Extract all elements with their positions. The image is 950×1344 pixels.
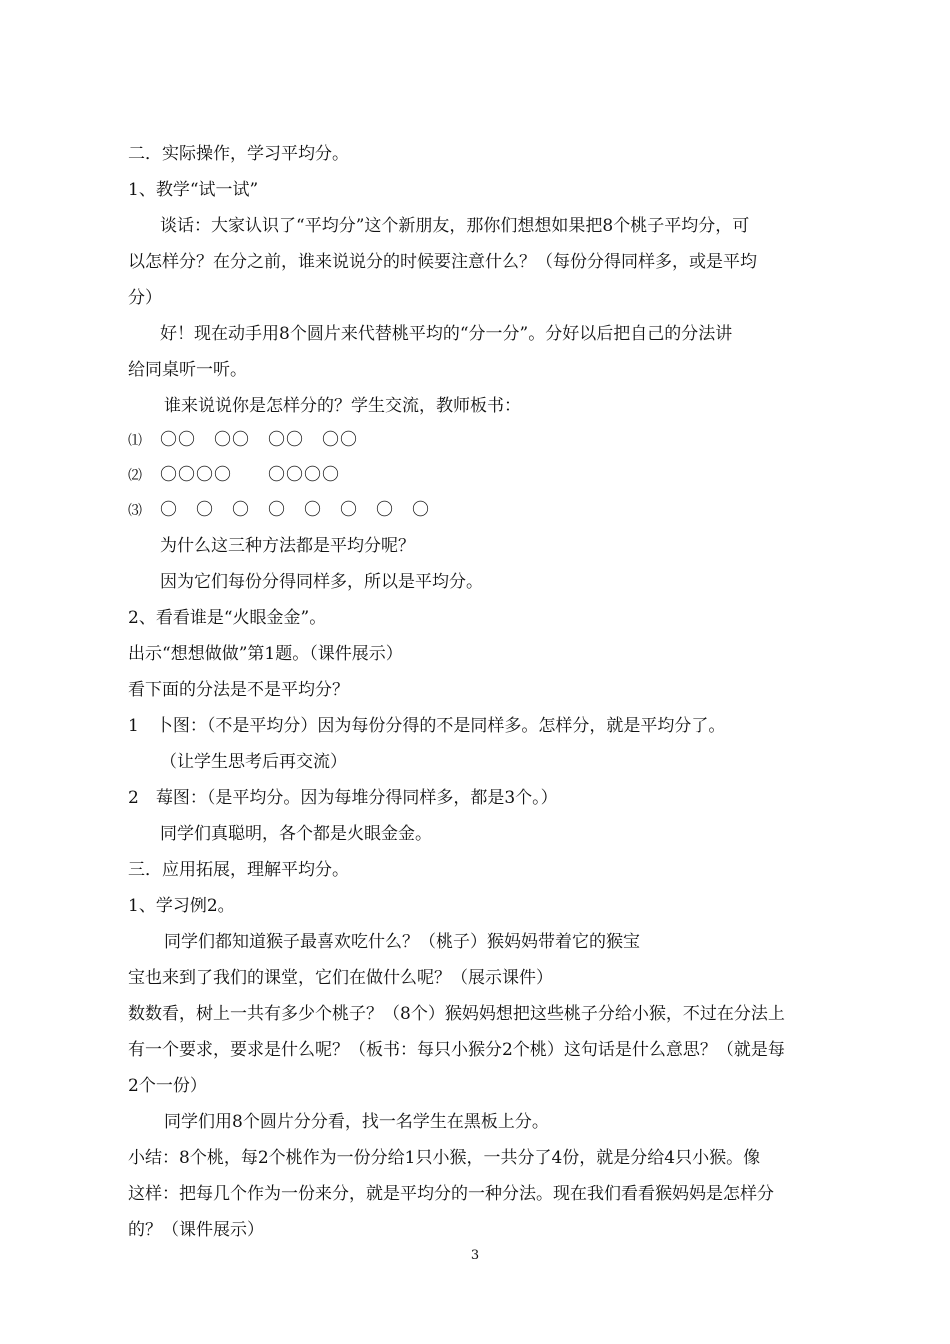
paragraph-line: （让学生思考后再交流） <box>160 752 347 772</box>
page-number: 3 <box>470 1248 480 1263</box>
paragraph-line: 给同桌听一听。 <box>128 360 247 380</box>
subheading-example-2: 1、学习例2。 <box>128 896 235 916</box>
paragraph-line: 好！现在动手用8个圆片来代替桃平均的“分一分”。分好以后把自己的分法讲 <box>160 324 733 344</box>
section-heading-2: 二．实际操作，学习平均分。 <box>128 144 349 164</box>
subheading-try: 1、教学“试一试” <box>128 180 259 200</box>
paragraph-line: 因为它们每份分得同样多，所以是平均分。 <box>160 572 483 592</box>
paragraph-line: 为什么这三种方法都是平均分呢？ <box>160 536 415 556</box>
paragraph-line: 有一个要求，要求是什么呢？（板书：每只小猴分2个桃）这句话是什么意思？（就是每 <box>128 1040 785 1060</box>
paragraph-line: 看下面的分法是不是平均分？ <box>128 680 349 700</box>
paragraph-line: 小结：8个桃，每2个桃作为一份分给1只小猴，一共分了4份，就是分给4只小猴。像 <box>128 1148 761 1168</box>
paragraph-line: 同学们真聪明，各个都是火眼金金。 <box>160 824 432 844</box>
section-heading-3: 三．应用拓展，理解平均分。 <box>128 860 349 880</box>
method-number: ⑴ <box>128 433 142 449</box>
circle-row: 〇〇 〇〇 〇〇 〇〇 <box>160 430 358 450</box>
subheading-fire-eyes: 2、看看谁是“火眼金金”。 <box>128 608 327 628</box>
method-3 <box>128 498 430 523</box>
paragraph-line: 宝也来到了我们的课堂，它们在做什么呢？（展示课件） <box>128 968 553 988</box>
method-1 <box>128 428 358 453</box>
method-number: ⑵ <box>128 468 142 484</box>
paragraph-line: 数数看，树上一共有多少个桃子？（8个）猴妈妈想把这些桃子分给小猴，不过在分法上 <box>128 1004 785 1024</box>
paragraph-line: 2 莓图：（是平均分。因为每堆分得同样多，都是3个。） <box>128 788 558 808</box>
paragraph-line: 分） <box>128 288 162 308</box>
method-number: ⑶ <box>128 503 142 519</box>
paragraph-line: 同学们用8个圆片分分看，找一名学生在黑板上分。 <box>164 1112 549 1132</box>
paragraph-line: 2个一份） <box>128 1076 207 1096</box>
circle-row: 〇 〇 〇 〇 〇 〇 〇 〇 <box>160 500 430 520</box>
paragraph-line: 的？（课件展示） <box>128 1220 264 1240</box>
method-2 <box>128 463 340 488</box>
paragraph-line: 这样：把每几个作为一份来分，就是平均分的一种分法。现在我们看看猴妈妈是怎样分 <box>128 1184 774 1204</box>
paragraph-line: 以怎样分？在分之前，谁来说说分的时候要注意什么？（每份分得同样多，或是平均 <box>128 252 757 272</box>
paragraph-line: 谁来说说你是怎样分的？学生交流，教师板书： <box>164 396 521 416</box>
paragraph-line: 同学们都知道猴子最喜欢吃什么？（桃子）猴妈妈带着它的猴宝 <box>164 932 640 952</box>
paragraph-line: 出示“想想做做”第1题。（课件展示） <box>128 644 403 664</box>
paragraph-line: 谈话：大家认识了“平均分”这个新朋友，那你们想想如果把8个桃子平均分，可 <box>160 216 750 236</box>
paragraph-line: 1 卜图：（不是平均分）因为每份分得的不是同样多。怎样分，就是平均分了。 <box>128 716 726 736</box>
circle-row: 〇〇〇〇 〇〇〇〇 <box>160 465 340 485</box>
